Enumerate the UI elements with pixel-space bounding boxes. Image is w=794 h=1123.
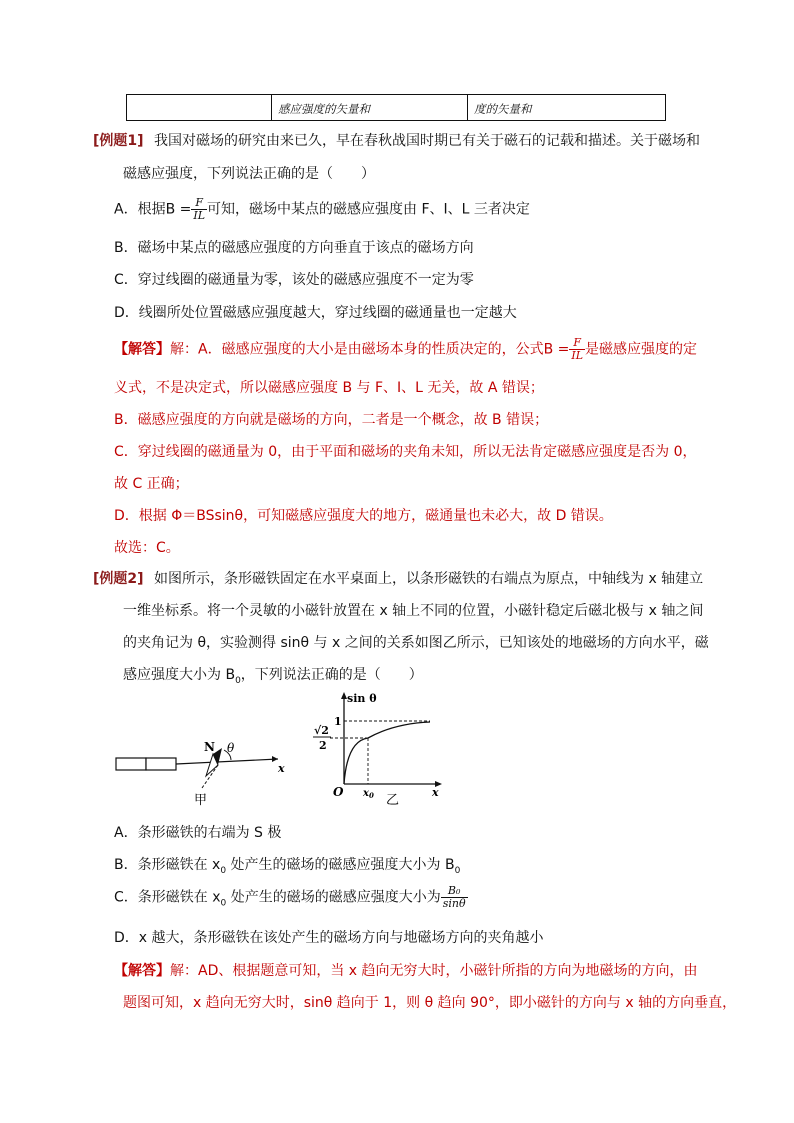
figure-jia-magnet-diagram: [110, 720, 290, 810]
table-fragment: [126, 94, 666, 121]
x-axis-line: [176, 759, 278, 764]
fraction-denominator: IL: [571, 349, 584, 362]
example1-answer-line1: [114, 337, 697, 362]
answer-tag: 【解答】: [114, 963, 170, 979]
x-axis-label: x: [278, 762, 285, 775]
option-c-prefix: C．条形磁铁在 x: [114, 889, 221, 906]
example2-option-d: D．x 越大，条形磁铁在该处产生的磁场方向与地磁场方向的夹角越小: [114, 930, 544, 946]
example2-question-line2: 一维坐标系。将一个灵敏的小磁针放置在 x 轴上不同的位置，小磁针稳定后磁北极与 x 轴之间: [123, 603, 704, 619]
example1-answer-line6: D．根据 Φ＝BSsinθ，可知磁感应强度大的地方，磁通量也未必大，故 D 错误。: [114, 508, 613, 524]
fraction-denominator: IL: [193, 209, 206, 222]
answer-line1-suffix: 是磁感应强度的定: [585, 341, 698, 358]
two-label: 2: [319, 739, 327, 752]
answer-line1-prefix: 解：A．磁感应强度的大小是由磁场本身的性质决定的，公式B =: [170, 341, 570, 358]
option-c-middle: 处产生的磁场的磁感应强度大小为: [226, 889, 441, 906]
example1-option-c: C．穿过线圈的磁通量为零，该处的磁感应强度不一定为零: [114, 272, 474, 288]
example2-question-text1: 如图所示，条形磁铁固定在水平桌面上，以条形磁铁的右端点为原点，中轴线为 x 轴建立: [154, 571, 704, 587]
option-b-middle: 处产生的磁场的磁感应强度大小为 B: [226, 857, 455, 873]
example1-answer-line3: B．磁感应强度的方向就是磁场的方向，二者是一个概念，故 B 错误；: [114, 412, 549, 428]
example1-option-a: [114, 197, 530, 222]
option-a-prefix: A．根据B =: [114, 201, 192, 218]
example2-option-b: [114, 854, 460, 876]
sin-theta-curve: [344, 722, 430, 784]
figure-yi-graph: [300, 688, 450, 810]
answer-fraction: [569, 337, 585, 362]
example2-question-line4: [123, 664, 423, 686]
x-axis-label: x: [432, 786, 439, 799]
answer-line1-text: 解：AD、根据题意可知，当 x 趋向无穷大时，小磁针所指的方向为地磁场的方向，由: [170, 963, 698, 979]
option-b-prefix: B．条形磁铁在 x: [114, 857, 221, 873]
example1-question-text1: 我国对磁场的研究由来已久，早在春秋战国时期已有关于磁石的记载和描述。关于磁场和: [154, 133, 700, 149]
option-c-fraction: [441, 885, 468, 910]
table-cell-2: 感应强度的矢量和: [272, 95, 468, 120]
example2-question-line1: [93, 568, 703, 588]
magnet-left-half: [116, 758, 146, 770]
fraction-denominator: sinθ: [442, 897, 466, 910]
table-cell-3: 度的矢量和: [474, 102, 532, 116]
fraction-numerator: B₀: [441, 885, 468, 898]
subscript: 0: [454, 865, 461, 876]
answer-tag: 【解答】: [114, 341, 170, 358]
example1-answer-line7: 故选：C。: [114, 540, 180, 556]
example2-question-line3: 的夹角记为 θ，实验测得 sinθ 与 x 之间的关系如图乙所示，已知该处的地磁场的方向水平，磁: [123, 635, 709, 651]
one-label: 1: [334, 715, 342, 728]
example1-tag: [例题1]: [93, 133, 144, 149]
example2-answer-line1: [114, 960, 698, 980]
sqrt2-label: √2: [314, 724, 329, 737]
y-axis-label: sin θ: [347, 692, 377, 705]
subscript: 0: [220, 898, 227, 909]
figure-jia-caption: 甲: [194, 793, 208, 808]
example1-option-d: D．线圈所处位置磁感应强度越大，穿过线圈的磁通量也一定越大: [114, 305, 517, 321]
example1-question-line2: 磁感应强度，下列说法正确的是（ ）: [123, 166, 375, 182]
example1-question-line1: [93, 130, 700, 150]
theta-label: θ: [227, 741, 235, 755]
example1-answer-line2: 义式，不是决定式，所以磁感应强度 B 与 F、I、L 无关，故 A 错误；: [114, 380, 544, 396]
magnet-right-half: [146, 758, 176, 770]
question-line4-suffix: ，下列说法正确的是（ ）: [240, 667, 423, 683]
example1-answer-line4: C．穿过线圈的磁通量为 0，由于平面和磁场的夹角未知，所以无法肯定磁感应强度是否为 0，: [114, 444, 697, 460]
example1-option-b: B．磁场中某点的磁感应强度的方向垂直于该点的磁场方向: [114, 240, 474, 256]
table-cell-1: [127, 95, 272, 120]
example2-option-a: A．条形磁铁的右端为 S 极: [114, 825, 282, 841]
question-line4-prefix: 感应强度大小为 B: [123, 667, 236, 683]
fraction-numerator: F: [569, 337, 585, 350]
subscript: 0: [235, 675, 241, 686]
option-a-fraction: [191, 197, 207, 222]
subscript: 0: [220, 865, 227, 876]
example2-option-c: [114, 885, 468, 910]
figure-yi-caption: 乙: [386, 793, 400, 808]
x0-label: $x_0$: [363, 788, 374, 800]
north-label: N: [204, 740, 215, 754]
option-a-suffix: 可知，磁场中某点的磁感应强度由 F、I、L 三者决定: [207, 201, 530, 218]
origin-label: O: [333, 785, 344, 799]
example1-answer-line5: 故 C 正确；: [114, 476, 189, 492]
example2-tag: [例题2]: [93, 571, 144, 587]
fraction-numerator: F: [191, 197, 207, 210]
example2-answer-line2: 题图可知，x 趋向无穷大时，sinθ 趋向于 1，则 θ 趋向 90°，即小磁针的方向与 x 轴的方向垂直，: [123, 995, 737, 1011]
